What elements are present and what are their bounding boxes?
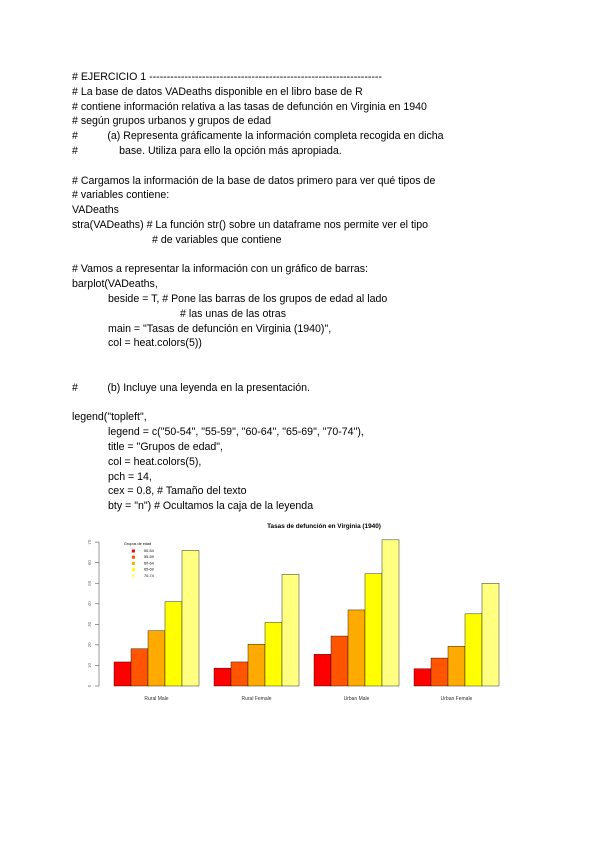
bar: [482, 583, 499, 686]
barplot-figure: [84, 518, 514, 710]
bar: [282, 574, 299, 686]
legend-label: 60-64: [144, 561, 154, 566]
bar: [265, 622, 282, 686]
code-line: # las unas de las otras: [180, 307, 286, 320]
code-line: col = heat.colors(5)): [108, 337, 202, 350]
bar: [465, 614, 482, 686]
y-tick-label: 10: [87, 662, 92, 668]
bar: [414, 669, 431, 686]
y-tick-label: 0: [87, 684, 92, 688]
legend-title: Grupos de edad: [124, 542, 152, 546]
code-line: stra(VADeaths) # La función str() sobre un dataframe nos permite ver el tipo: [72, 218, 429, 231]
y-tick-label: 20: [87, 642, 92, 648]
code-line: legend = c("50-54", "55-59", "60-64", "65-69", "70-74"),: [108, 426, 364, 439]
bar: [114, 662, 131, 686]
x-tick-label: Rural Male: [144, 696, 169, 702]
bar: [382, 540, 399, 686]
legend-swatch: [132, 550, 135, 553]
bar: [248, 644, 265, 686]
bar: [348, 610, 365, 686]
legend-swatch: [132, 556, 135, 559]
code-line: # variables contiene:: [72, 189, 170, 202]
legend: [124, 542, 154, 578]
legend-label: 70-74: [144, 573, 154, 578]
y-tick-label: 60: [87, 560, 92, 566]
code-line: col = heat.colors(5),: [108, 455, 202, 468]
code-line: # Cargamos la información de la base de datos primero para ver qué tipos de: [72, 174, 436, 187]
code-line: main = "Tasas de defunción en Virginia (1940)",: [108, 322, 332, 335]
x-axis-labels: [144, 696, 472, 702]
y-tick-label: 50: [87, 580, 92, 586]
bar: [165, 602, 182, 686]
code-line: # según grupos urbanos y grupos de edad: [72, 115, 272, 128]
y-tick-label: 40: [87, 601, 92, 607]
code-line: # de variables que contiene: [152, 233, 282, 246]
code-line: # Vamos a representar la información con un gráfico de barras:: [72, 263, 368, 276]
blank-line: [72, 396, 542, 411]
x-tick-label: Urban Female: [440, 696, 473, 702]
bar: [365, 574, 382, 686]
code-line: # EJERCICIO 1 ------------------------------------------------------------------: [72, 71, 382, 83]
bar: [431, 658, 448, 686]
y-axis: [87, 539, 99, 687]
x-tick-label: Rural Female: [241, 696, 272, 702]
code-line: bty = "n") # Ocultamos la caja de la leyenda: [108, 500, 314, 513]
legend-swatch: [132, 562, 135, 565]
y-tick-label: 30: [87, 621, 92, 627]
bar: [331, 636, 348, 686]
bar-groups: [114, 540, 499, 686]
code-line: legend("topleft",: [72, 411, 147, 424]
bar: [314, 654, 331, 686]
code-line: # (a) Representa gráficamente la información completa recogida en dicha: [72, 130, 444, 143]
bar: [231, 662, 248, 686]
code-line: pch = 14,: [108, 470, 152, 483]
bar: [448, 646, 465, 686]
code-line: # contiene información relativa a las tasas de defunción en Virginia en 1940: [72, 100, 427, 113]
legend-swatch: [132, 568, 135, 571]
code-line: beside = T, # Pone las barras de los grupos de edad al lado: [108, 292, 388, 305]
x-tick-label: Urban Male: [343, 696, 370, 702]
code-line: # La base de datos VADeaths disponible en el libro base de R: [72, 85, 363, 98]
blank-line: [72, 351, 542, 381]
legend-label: 50-54: [144, 549, 154, 553]
bar: [214, 668, 231, 686]
bar: [182, 550, 199, 686]
legend-swatch: [132, 574, 135, 577]
code-line: barplot(VADeaths,: [72, 278, 158, 291]
code-line: # (b) Incluye una leyenda en la presentación.: [72, 381, 310, 394]
legend-label: 55-59: [144, 555, 154, 560]
blank-line: [72, 248, 542, 263]
bar: [131, 649, 148, 686]
chart-title: Tasas de defunción en Virginia (1940): [267, 523, 381, 530]
code-line: cex = 0.8, # Tamaño del texto: [108, 485, 247, 498]
code-listing: [72, 70, 542, 514]
blank-line: [72, 159, 542, 174]
bar: [148, 631, 165, 686]
y-tick-label: 70: [87, 539, 92, 545]
code-line: VADeaths: [72, 204, 119, 217]
code-line: title = "Grupos de edad",: [108, 440, 224, 453]
barplot-svg: [84, 518, 514, 710]
code-line: # base. Utiliza para ello la opción más apropiada.: [72, 144, 342, 157]
legend-label: 65-69: [144, 567, 154, 572]
